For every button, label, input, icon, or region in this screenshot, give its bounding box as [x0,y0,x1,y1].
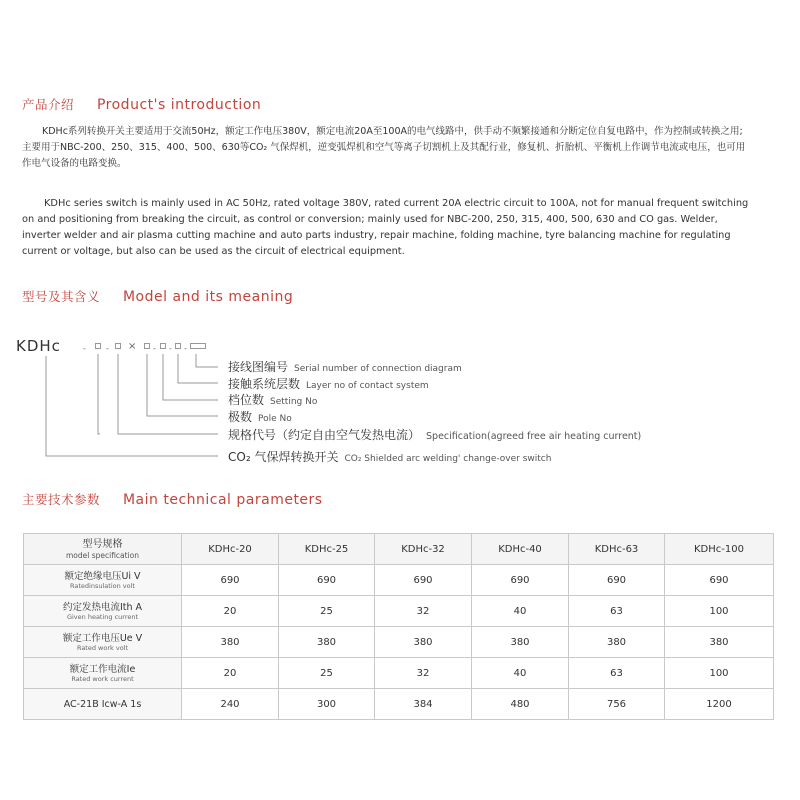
header-label-cell [24,534,182,565]
table-cell: 690 [182,565,279,596]
meaning-en: Specification(agreed free air heating current) [426,431,642,442]
row-label-cn: AC-21B Icw-A 1s [63,698,142,710]
model-separator: - [184,344,187,353]
table-cell: 32 [375,658,472,689]
table-cell: 690 [665,565,774,596]
table-cell: 100 [665,596,774,627]
table-cell: 40 [472,596,569,627]
model-separator: - [106,344,109,353]
model-placeholder-box-wide [190,343,206,349]
table-cell: 380 [279,627,375,658]
row-label-cn: 额定工作电流Ie [69,663,136,675]
table-cell: 380 [665,627,774,658]
meaning-item [228,408,292,425]
model-heading-en: Model and its meaning [122,289,294,305]
table-cell: 690 [279,565,375,596]
row-label-cell [24,689,182,720]
model-placeholder-box [95,343,101,349]
row-label-cn: 额定工作电压Ue V [62,632,143,644]
table-cell: 300 [279,689,375,720]
model-code: KDHc [16,337,61,355]
params-heading-en: Main technical parameters [122,492,323,508]
meaning-en: Serial number of connection diagram [294,364,462,374]
intro-text-en: KDHc series switch is mainly used in AC 50Hz, rated voltage 380V, rated current 20A electric circuit to 100A, not for manual frequent switching on and positioning from breaking the circuit, as control or conversion; mainly used for NBC-200, 250, 315, 400, 500, 630 and CO gas. Welder, inverter welder and air plasma cutting machine and auto parts industry, repair machine, folding machine, tyre balancing machine for regulating current or voltage, but also can be used as the circuit of electrical equipment. [22,198,749,257]
table-cell: 63 [569,596,665,627]
header-label-cn: 型号规格 [82,538,123,550]
meaning-cn: 规格代号（约定自由空气发热电流） [228,428,421,442]
header-label-en: model specification [65,550,140,560]
table-cell: 480 [472,689,569,720]
table-cell: 100 [665,658,774,689]
table-cell: 240 [182,689,279,720]
table-cell: 25 [279,658,375,689]
meaning-item [228,358,462,375]
table-row [24,565,774,596]
model-heading-cn: 型号及其含义 [22,289,101,304]
intro-heading-cn: 产品介绍 [22,97,75,112]
table-cell: 384 [375,689,472,720]
table-row [24,658,774,689]
meaning-en: Layer no of contact system [306,381,429,391]
model-separator: - [169,344,172,353]
table-cell: 40 [472,658,569,689]
model-placeholder-box [115,343,121,349]
model-code-diagram [0,330,800,470]
header-model: KDHc-25 [279,534,375,565]
model-separator: - [153,344,156,353]
table-cell: 20 [182,658,279,689]
meaning-en: Setting No [270,397,318,407]
parameters-table [23,533,774,720]
row-label-en: Given heating current [66,612,139,621]
table-cell: 756 [569,689,665,720]
model-separator: - [83,344,86,353]
header-model: KDHc-32 [375,534,472,565]
meaning-item [228,426,641,443]
row-label-cn: 额定绝缘电压Ui V [64,570,141,582]
intro-heading-en: Product's introduction [96,97,262,113]
intro-heading [22,95,261,113]
model-placeholder-box [160,343,166,349]
header-model: KDHc-20 [182,534,279,565]
meaning-item [228,375,429,392]
row-label-en: Rated work volt [76,643,129,652]
header-model: KDHc-40 [472,534,569,565]
meaning-cn: CO₂ 气保焊转换开关 [228,450,339,464]
table-header-row [24,534,774,565]
table-cell: 380 [472,627,569,658]
model-placeholder-box [175,343,181,349]
params-heading [22,490,323,508]
meaning-en: CO₂ Shielded arc welding' change-over switch [344,454,552,464]
meaning-item [228,391,317,408]
header-model: KDHc-63 [569,534,665,565]
row-label-en: Ratedinsulation volt [70,581,135,590]
table-cell: 380 [182,627,279,658]
table-cell: 25 [279,596,375,627]
params-heading-cn: 主要技术参数 [22,492,101,507]
row-label-cell [24,658,182,689]
meaning-cn: 接线图编号 [228,360,289,374]
table-cell: 1200 [665,689,774,720]
table-cell: 32 [375,596,472,627]
table-cell: 380 [569,627,665,658]
table-cell: 380 [375,627,472,658]
table-row [24,596,774,627]
row-label-cn: 约定发热电流Ith A [62,601,143,613]
table-cell: 63 [569,658,665,689]
table-cell: 690 [472,565,569,596]
model-placeholder-box [144,343,150,349]
table-cell: 20 [182,596,279,627]
row-label-en: Rated work current [71,674,134,683]
table-cell: 690 [569,565,665,596]
table-cell: 690 [375,565,472,596]
header-model: KDHc-100 [665,534,774,565]
meaning-item [228,448,551,465]
intro-text-cn: KDHc系列转换开关主要适用于交流50Hz，额定工作电压380V，额定电流20A至100A的电气线路中，供手动不频繁接通和分断定位自复电路中，作为控制或转换之用;主要用于NBC-200、250、315、400、500、630等CO₂ 气保焊机，逆变弧焊机和空气等离子切割机上及其配行业，修复机、折胎机、平衡机上作调节电流或电压，也可用作电气设备的电路变换。 [22,126,746,169]
table-row [24,689,774,720]
model-times-sign: × [128,341,137,352]
meaning-en: Pole No [258,414,292,424]
model-heading [22,287,293,305]
row-label-cell [24,596,182,627]
table-row [24,627,774,658]
meaning-cn: 档位数 [228,393,265,407]
row-label-cell [24,627,182,658]
meaning-cn: 接触系统层数 [228,377,301,391]
row-label-cell [24,565,182,596]
meaning-cn: 极数 [228,410,253,424]
